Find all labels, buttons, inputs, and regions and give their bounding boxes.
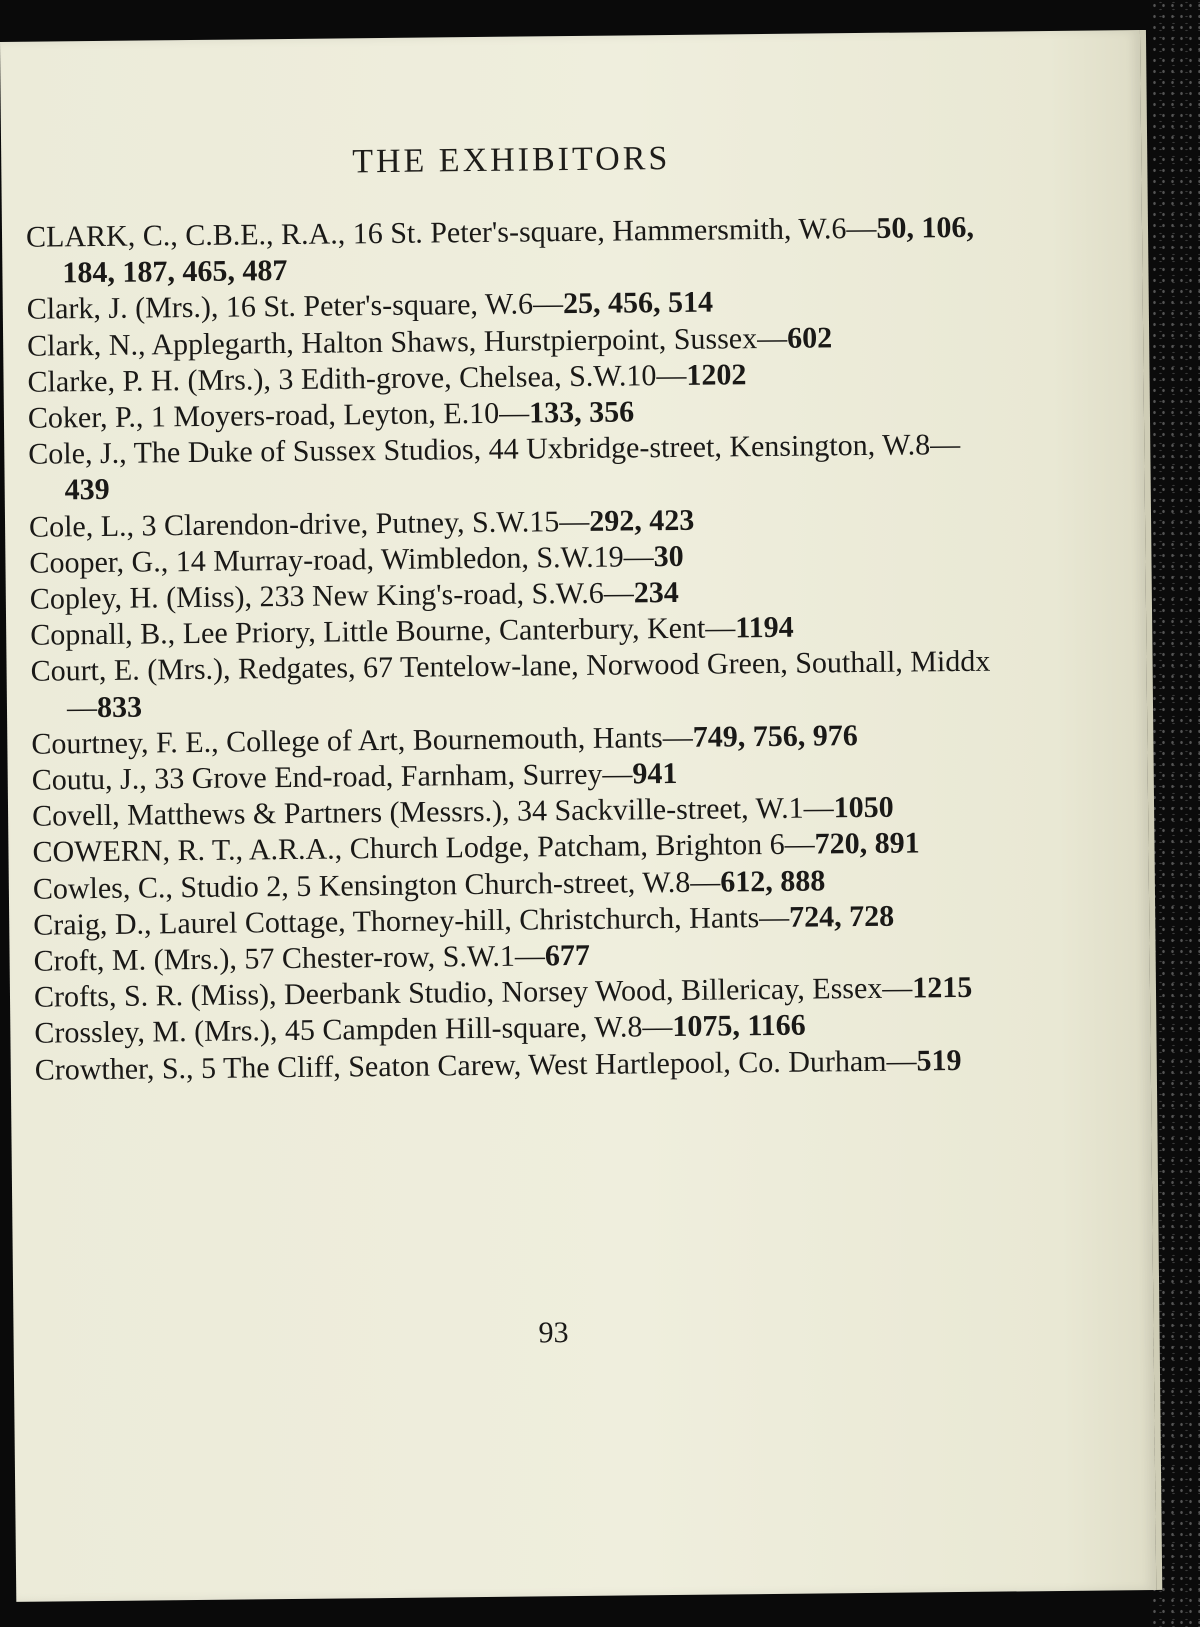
exhibitor-name: Coker, P., (27, 400, 144, 435)
exhibitor-address: 33 Grove End-road, Farnham, Surrey (154, 757, 603, 796)
dash-separator: — (559, 504, 590, 538)
exhibitor-address: Redgates, 67 Tentelow-lane, Norwood Green, Southall, Middx (237, 645, 991, 686)
exhibitor-name: COWERN, R. T., A.R.A., (32, 832, 343, 870)
exhibitor-entry (28, 427, 989, 509)
dash-separator: — (642, 1010, 673, 1044)
exhibitor-name: Crofts, S. R. (Miss), (33, 978, 277, 1014)
exhibitor-address: 34 Sackville-street, W.1 (516, 791, 804, 828)
exhibitor-name: Craig, D., (33, 907, 152, 942)
dash-separator: — (846, 211, 877, 246)
catalogue-numbers: 519 (916, 1043, 962, 1078)
exhibitor-name: Court, E. (Mrs.), (30, 653, 231, 689)
exhibitor-address: 1 Moyers-road, Leyton, E.10 (150, 396, 500, 434)
exhibitor-name: Cole, L., (28, 509, 135, 544)
dash-separator: — (514, 939, 546, 973)
exhibitor-address: 16 St. Peter's-square, W.6 (225, 287, 534, 325)
dash-separator: — (623, 540, 654, 574)
exhibitor-list (26, 210, 995, 1089)
exhibitor-address: 5 The Cliff, Seaton Carew, West Hartlepool, Co. Durham (200, 1044, 887, 1085)
exhibitor-name: CLARK, C., C.B.E., R.A., (25, 217, 346, 254)
catalogue-numbers: 1050 (833, 790, 894, 825)
dash-separator: — (690, 865, 721, 899)
exhibitor-name: Courtney, F. E., (31, 725, 219, 761)
exhibitor-address: Applegarth, Halton Shaws, Hurstpierpoint, Sussex (151, 321, 758, 362)
dash-separator: — (662, 720, 693, 754)
exhibitor-name: Clarke, P. H. (Mrs.), (27, 362, 272, 399)
exhibitor-address: The Duke of Sussex Studios, 44 Uxbridge-street, Kensington, W.8 (133, 428, 931, 470)
dash-separator: — (656, 358, 687, 392)
exhibitor-address: Deerbank Studio, Norsey Wood, Billericay, Essex (283, 972, 883, 1012)
exhibitor-name: Crossley, M. (Mrs.), (34, 1014, 278, 1051)
exhibitor-address: 16 St. Peter's-square, Hammersmith, W.6 (352, 212, 847, 251)
exhibitor-address: 45 Campden Hill-square, W.8 (284, 1010, 643, 1048)
book-page (0, 30, 1156, 1602)
catalogue-numbers: 50, 106, 184, 187, 465, 487 (62, 210, 975, 290)
catalogue-numbers: 1215 (912, 971, 973, 1005)
dash-separator: — (784, 827, 815, 862)
exhibitor-name: Clark, J. (Mrs.), (26, 291, 219, 327)
exhibitor-address: Church Lodge, Patcham, Brighton 6 (349, 828, 785, 866)
catalogue-numbers: 439 (64, 473, 110, 507)
exhibitor-name: Cole, J., (28, 436, 127, 471)
exhibitor-address: 233 New King's-road, S.W.6 (259, 576, 604, 614)
exhibitor-entry (26, 210, 987, 292)
dash-separator: — (882, 971, 913, 1006)
page-title: THE EXHIBITORS (352, 139, 671, 181)
catalogue-numbers: 1194 (735, 610, 794, 645)
dash-separator: — (803, 791, 834, 825)
exhibitor-name: Croft, M. (Mrs.), (33, 942, 238, 978)
dash-separator: — (705, 611, 736, 645)
catalogue-numbers: 941 (632, 756, 678, 791)
exhibitor-name: Coutu, J., (31, 762, 147, 797)
catalogue-numbers: 292, 423 (589, 503, 695, 538)
exhibitor-address: Studio 2, 5 Kensington Church-street, W.8 (180, 865, 691, 904)
dash-separator: — (930, 428, 961, 462)
catalogue-numbers: 749, 756, 976 (692, 718, 858, 754)
exhibitor-address: Laurel Cottage, Thorney-hill, Christchurch, Hants (158, 900, 760, 941)
dash-separator: — (498, 396, 530, 430)
exhibitor-address: 14 Murray-road, Wimbledon, S.W.19 (175, 540, 624, 579)
catalogue-numbers: 602 (786, 320, 833, 355)
dash-separator: — (602, 757, 633, 791)
catalogue-numbers: 234 (633, 575, 679, 610)
page-number: 93 (538, 1316, 569, 1350)
dash-separator: — (759, 900, 790, 934)
exhibitor-address: 3 Clarendon-drive, Putney, S.W.15 (141, 504, 560, 543)
dash-separator: — (66, 690, 98, 724)
catalogue-numbers: 1075, 1166 (672, 1009, 806, 1044)
exhibitor-name: Crowther, S., (34, 1051, 194, 1087)
dash-separator: — (756, 321, 788, 355)
catalogue-numbers: 724, 728 (789, 899, 895, 934)
exhibitor-address: 57 Chester-row, S.W.1 (244, 939, 516, 976)
catalogue-numbers: 833 (96, 690, 143, 724)
exhibitor-name: Covell, Matthews & Partners (Messrs.), (31, 794, 510, 833)
exhibitor-address: College of Art, Bournemouth, Hants (225, 720, 663, 759)
exhibitor-address: Lee Priory, Little Bourne, Canterbury, Kent (182, 611, 706, 651)
exhibitor-name: Copley, H. (Miss), (29, 580, 253, 616)
dash-separator: — (532, 287, 564, 321)
catalogue-numbers: 30 (653, 539, 684, 574)
catalogue-numbers: 612, 888 (720, 864, 826, 899)
dash-separator: — (886, 1044, 917, 1078)
catalogue-numbers: 1202 (686, 358, 747, 392)
exhibitor-name: Cooper, G., (29, 545, 169, 580)
catalogue-numbers: 25, 456, 514 (562, 285, 714, 321)
exhibitor-address: 3 Edith-grove, Chelsea, S.W.10 (278, 358, 657, 396)
catalogue-numbers: 720, 891 (814, 826, 920, 861)
catalogue-numbers: 677 (544, 938, 591, 973)
catalogue-numbers: 133, 356 (528, 395, 635, 430)
exhibitor-name: Clark, N., (27, 328, 146, 363)
dash-separator: — (603, 576, 634, 610)
exhibitor-entry (30, 644, 991, 726)
exhibitor-name: Copnall, B., (30, 617, 176, 652)
exhibitor-name: Cowles, C., (32, 870, 174, 906)
